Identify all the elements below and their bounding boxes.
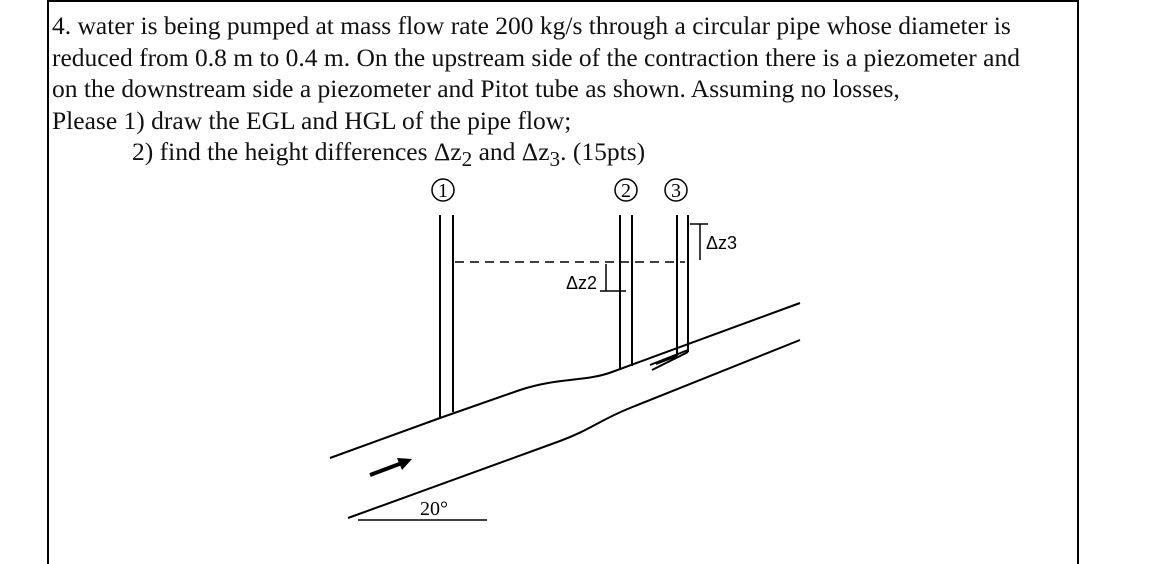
dz3-label: Δz3 [706,233,738,253]
svg-text:3: 3 [671,180,681,202]
svg-text:1: 1 [438,180,448,202]
q2-sub2: 2 [461,147,473,172]
q2-sub3: 3 [549,147,561,172]
station-2-marker [615,179,637,202]
problem-line-3: on the downstream side a piezometer and Pitot tube as shown. Assuming no losses, [52,74,900,103]
problem-line-1: 4. water is being pumped at mass flow rate 200 kg/s through a circular pipe whose diameter is [52,11,1011,40]
q2-suffix: . (15pts) [560,137,646,166]
station-3-marker [665,179,687,202]
flow-arrow-icon [370,458,412,475]
problem-line-2: reduced from 0.8 m to 0.4 m. On the upstream side of the contraction there is a piezometer and [52,42,1020,72]
q2-mid: and Δz [472,137,550,166]
pipe-lower-wall [348,340,800,518]
q2-prefix: 2) find the height differences Δz [132,137,462,166]
station-1-marker [432,179,454,202]
angle-label: 20° [420,498,448,520]
dz2-label: Δz2 [566,273,598,293]
piezometer-2 [620,215,632,370]
svg-text:2: 2 [621,180,631,202]
problem-line-4: Please 1) draw the EGL and HGL of the pipe flow; [52,105,572,135]
pipe-upper-wall [330,303,800,458]
piezometer-1 [440,215,453,418]
